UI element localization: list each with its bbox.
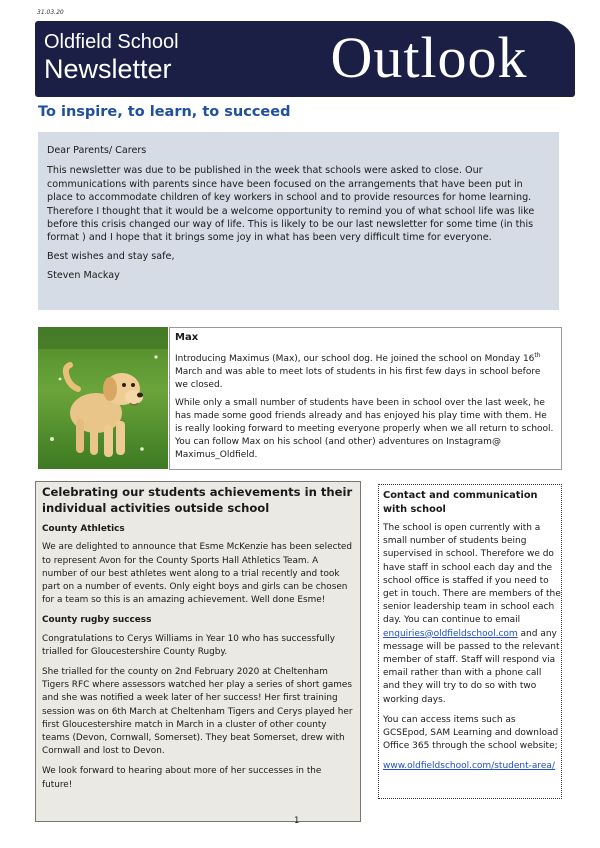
masthead-school-name: Oldfield School	[44, 31, 179, 53]
max-date-superscript: th	[534, 352, 541, 359]
student-area-link[interactable]: www.oldfieldschool.com/student-area/	[383, 761, 555, 772]
letter-closing: Best wishes and stay safe,	[47, 250, 175, 262]
school-motto: To inspire, to learn, to succeed	[38, 104, 291, 120]
student-achievements-section	[35, 481, 361, 822]
athletics-paragraph: We are delighted to announce that Esme McKenzie has been selected to represent Avon for the County Sports Hall Athletics Team. A number of our best athletes went along to a trial recently and took part on a number of events. Only eight boys and girls can be chosen for a team so this is an amazing achievement. Well done Esme!	[42, 542, 353, 606]
rugby-paragraph-3: We look forward to hearing about more of her successes in the future!	[42, 766, 322, 790]
rugby-heading: County rugby success	[42, 615, 152, 626]
resources-paragraph: You can access items such as GCSEpod, SAM Learning and download Office 365 through the school website;	[383, 714, 559, 752]
rugby-paragraph-1: Congratulations to Cerys Williams in Year 10 who has successfully trialled for Gloucestershire County Rugby.	[42, 633, 336, 657]
school-dog-photo	[38, 327, 168, 469]
page-number: 1	[294, 816, 300, 826]
issue-date: 31.03.20	[37, 9, 64, 16]
contact-text-end: and any message will be passed to the relevant member of staff. Staff will respond via email rather than with a phone call and they will try to do so with two working days.	[383, 628, 560, 705]
masthead-banner	[35, 21, 575, 97]
enquiries-email-link[interactable]: enquiries@oldfieldschool.com	[383, 628, 518, 639]
masthead-newsletter-label: Newsletter	[44, 54, 172, 84]
letter-salutation: Dear Parents/ Carers	[47, 145, 147, 156]
max-dog-article	[169, 327, 562, 470]
masthead-outlook-title: Outlook	[330, 25, 528, 90]
headteacher-letter	[38, 132, 559, 310]
letter-signature: Steven Mackay	[47, 270, 120, 282]
max-intro-text: Introducing Maximus (Max), our school dog. He joined the school on Monday 16	[175, 354, 535, 364]
max-intro-paragraph	[175, 349, 555, 392]
max-heading: Max	[175, 332, 199, 343]
max-intro-text-end: March and was able to meet lots of students in his first few days in school before we closed.	[175, 367, 541, 390]
max-follow-paragraph: While only a small number of students have been in school over the last week, he has made some good friends already and has enjoyed his play time with them. He is really looking forward to meeting everyone properly when we all return to school. You can follow Max on his school (and other) adventures on Instagram@ Maximus_Oldfield.	[175, 398, 554, 460]
rugby-paragraph-2: She trialled for the county on 2nd February 2020 at Cheltenham Tigers RFC where assessors watched her play a series of short games and she was notified a week later of her success! Her first training session was on 6th March at Cheltenham Tigers and Cerys played her first Gloucestershire match in March in a cluster of other county teams (Devon, Cornwall, Somerset). They beat Somerset, drew with Cornwall and lost to Devon.	[42, 667, 353, 757]
contact-heading: Contact and communication with school	[383, 490, 538, 515]
contact-text: The school is open currently with a small number of students being supervised in school. Therefore we do have staff in school each day and the school office is staffed if you need to get in touch. There are members of the senior leadership team in school each day. You can continue to email	[383, 523, 561, 626]
student-area-paragraph	[383, 760, 561, 773]
letter-body: This newsletter was due to be published in the week that schools were asked to close. Our communications with parents since have been focused on the arrangements that have been put in place to accommodate children of key workers in school and to provide resources for home learning. Therefore I thought that it would be a welcome opportunity to remind you of what school life was like before this crisis changed our way of life. This is likely to be our last newsletter for some time (in this format ) and I hope that it brings some joy in what has been very difficult time for everyone.	[47, 165, 535, 244]
contact-paragraph	[383, 522, 561, 707]
athletics-heading: County Athletics	[42, 524, 125, 535]
achievements-heading: Celebrating our students achievements in their individual activities outside school	[42, 485, 353, 515]
contact-section	[378, 484, 562, 799]
